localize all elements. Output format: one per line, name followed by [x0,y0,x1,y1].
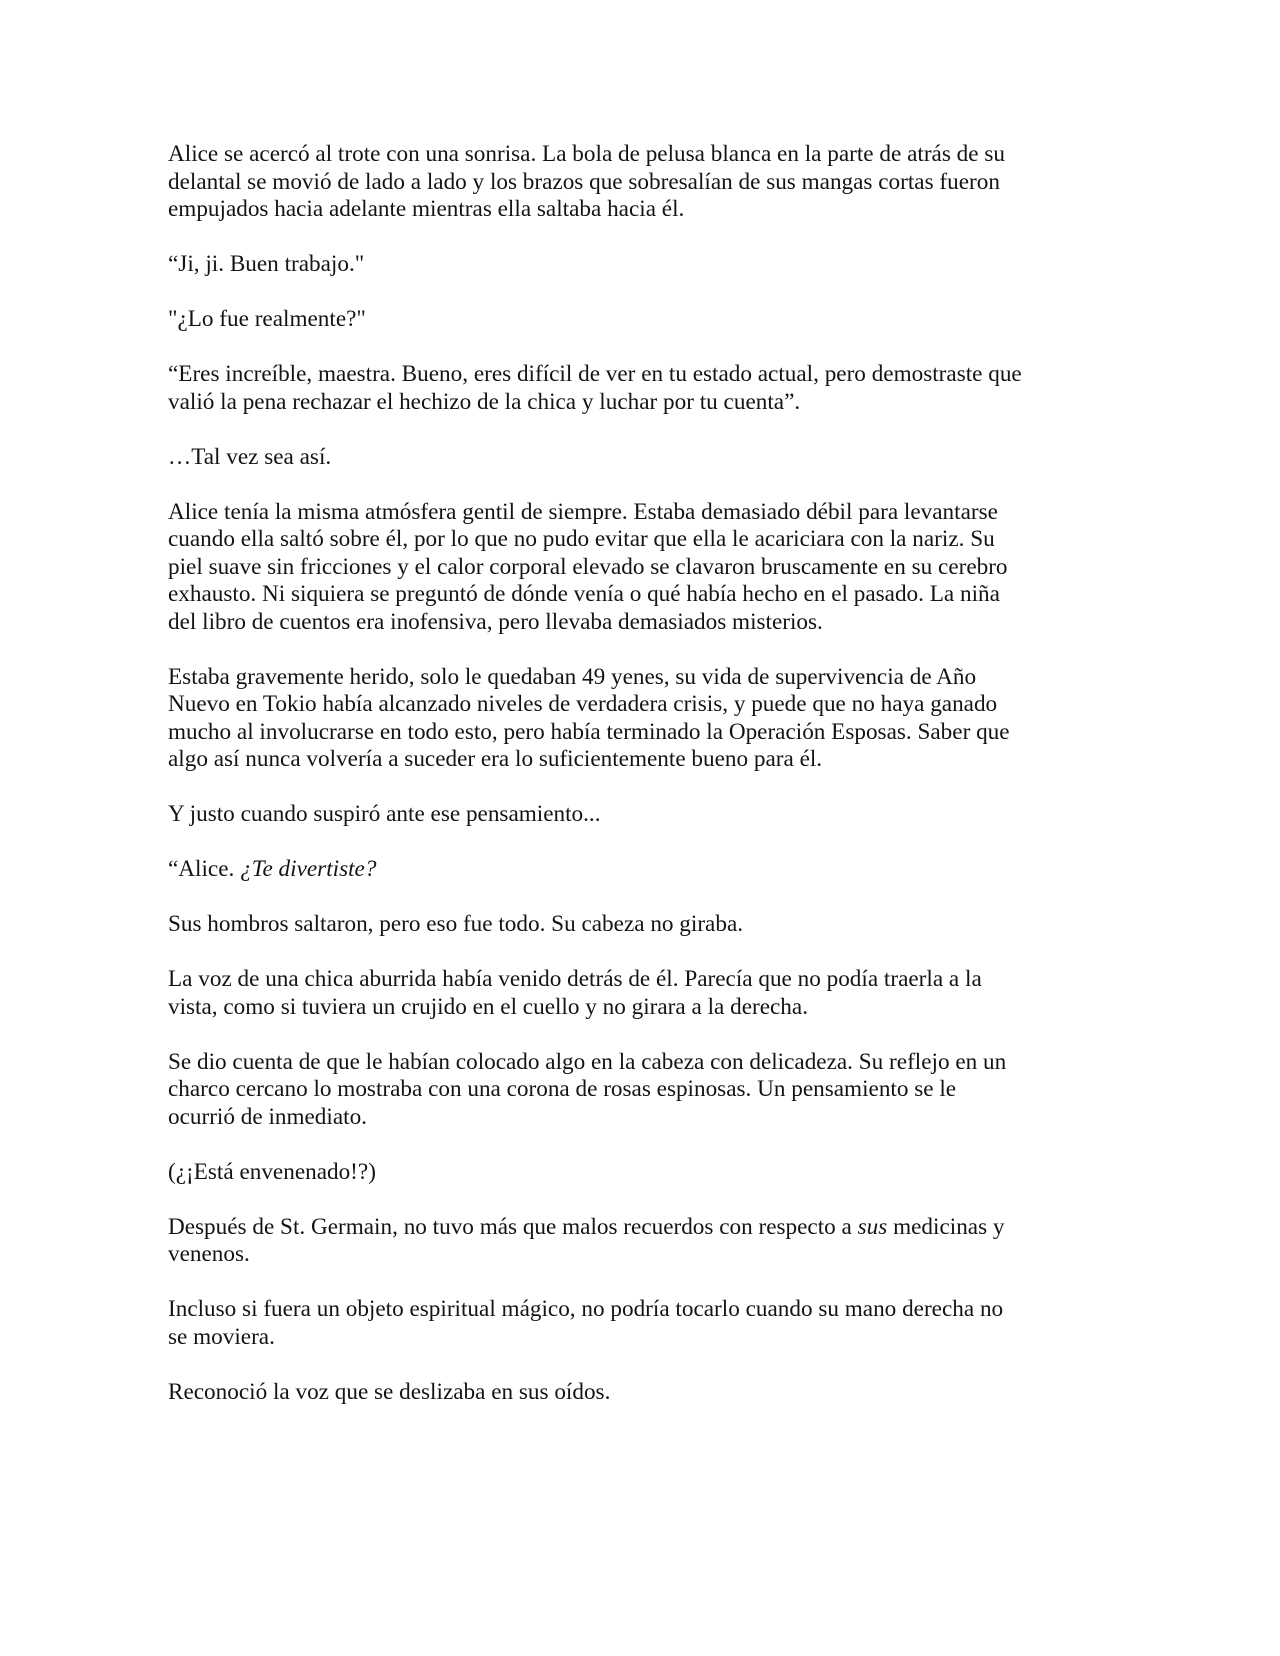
line: Reconoció la voz que se deslizaba en sus oídos. [168,1378,611,1405]
paragraph-14 [168,1214,1068,1269]
line: “Ji, ji. Buen trabajo." [168,251,365,277]
paragraph-10 [168,911,1068,939]
line: se moviera. [168,1323,275,1350]
paragraph-3 [168,306,1068,334]
line: charco cercano lo mostraba con una corona de rosas espinosas. Un pensamiento se le [168,1076,957,1102]
line-prefix: “Alice. [168,856,241,882]
paragraph-13 [168,1159,1068,1187]
line: “Eres increíble, maestra. Bueno, eres difícil de ver en tu estado actual, pero demostraste que [168,361,1022,387]
line: Y justo cuando suspiró ante ese pensamiento... [168,801,601,827]
paragraph-12 [168,1049,1068,1132]
paragraph-1 [168,141,1068,224]
line: Incluso si fuera un objeto espiritual mágico, no podría tocarlo cuando su mano derecha no [168,1296,1004,1322]
line: valió la pena rechazar el hechizo de la chica y luchar por tu cuenta”. [168,388,801,415]
line: …Tal vez sea así. [168,443,332,470]
line: algo así nunca volvería a suceder era lo suficientemente bueno para él. [168,746,823,772]
line: Nuevo en Tokio había alcanzado niveles de verdadera crisis, y puede que no haya ganado [168,691,998,717]
paragraph-11 [168,966,1068,1021]
line: Alice tenía la misma atmósfera gentil de siempre. Estaba demasiado débil para levantarse [168,498,998,525]
line: "¿Lo fue realmente?" [168,306,366,332]
paragraph-15 [168,1296,1068,1351]
italic-text: ¿Te divertiste? [240,856,377,882]
line: exhausto. Ni siquiera se preguntó de dónde venía o qué había hecho en el pasado. La niña [168,581,1000,607]
line: cuando ella saltó sobre él, por lo que no pudo evitar que ella le acariciara con la nariz. Su [168,526,995,552]
line: Sus hombros saltaron, pero eso fue todo. Su cabeza no giraba. [168,911,744,937]
paragraph-4 [168,361,1068,416]
line-before: Después de St. Germain, no tuvo más que malos recuerdos con respecto a [168,1213,858,1240]
line: empujados hacia adelante mientras ella saltaba hacia él. [168,196,685,222]
line-after: medicinas y [887,1213,1005,1240]
line: piel suave sin fricciones y el calor corporal elevado se clavaron bruscamente en su cerebro [168,553,1008,580]
line: delantal se movió de lado a lado y los brazos que sobresalían de sus mangas cortas fueron [168,168,1000,195]
line: del libro de cuentos era inofensiva, pero llevaba demasiados misterios. [168,608,823,635]
line: ocurrió de inmediato. [168,1103,367,1130]
line: La voz de una chica aburrida había venido detrás de él. Parecía que no podía traerla a la [168,966,982,992]
line: vista, como si tuviera un crujido en el cuello y no girara a la derecha. [168,993,808,1020]
line: mucho al involucrarse en todo esto, pero había terminado la Operación Esposas. Saber que [168,718,1010,745]
paragraph-9 [168,856,1068,884]
paragraph-16 [168,1379,1068,1407]
paragraph-6 [168,499,1068,637]
paragraph-2 [168,251,1068,279]
italic-text: sus [857,1213,888,1240]
document-page [168,141,1068,1434]
paragraph-8 [168,801,1068,829]
line: Alice se acercó al trote con una sonrisa. La bola de pelusa blanca en la parte de atrás de su [168,141,1005,167]
paragraph-5 [168,444,1068,472]
line: (¿¡Está envenenado!?) [168,1158,376,1185]
line: venenos. [168,1241,250,1267]
line: Estaba gravemente herido, solo le quedaban 49 yenes, su vida de supervivencia de Año [168,663,977,690]
paragraph-7 [168,664,1068,774]
line: Se dio cuenta de que le habían colocado algo en la cabeza con delicadeza. Su reflejo en un [168,1048,1007,1075]
